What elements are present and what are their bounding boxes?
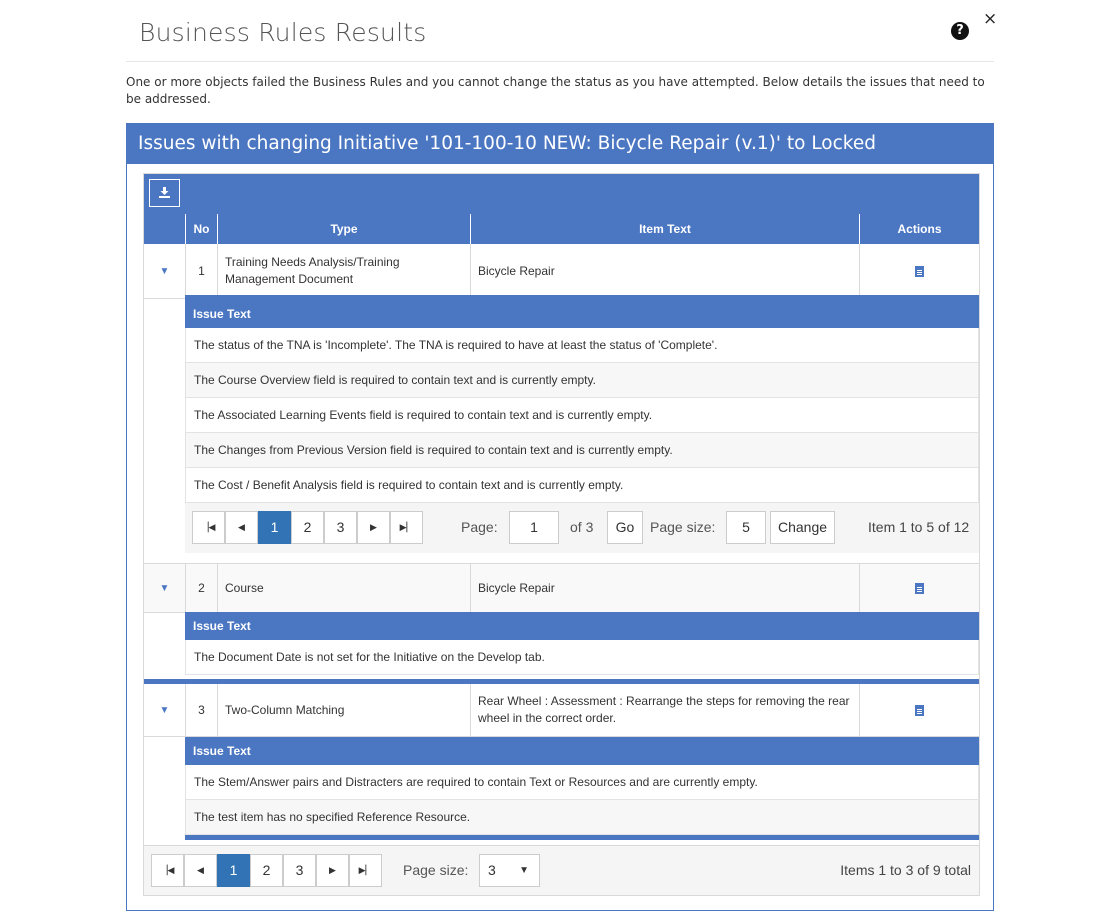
page-size-label: Page size: bbox=[650, 519, 716, 535]
issues-panel bbox=[126, 123, 994, 911]
row-detail bbox=[185, 295, 979, 553]
collapse-caret-icon[interactable]: ▼ bbox=[159, 582, 170, 594]
row-detail bbox=[185, 737, 979, 840]
page-size-label: Page size: bbox=[403, 862, 469, 878]
column-header-no[interactable]: No bbox=[185, 214, 217, 244]
issue-pager bbox=[185, 503, 979, 553]
last-page-icon[interactable]: ▶▏ bbox=[349, 854, 382, 887]
document-icon[interactable] bbox=[915, 583, 924, 594]
row-actions bbox=[859, 684, 979, 736]
page-size-select[interactable] bbox=[479, 854, 540, 887]
issues-grid bbox=[143, 173, 980, 896]
issue-text-header: Issue Text bbox=[185, 612, 979, 640]
issue-item: The Cost / Benefit Analysis field is required to contain text and is currently empty. bbox=[185, 468, 979, 503]
divider bbox=[126, 61, 994, 62]
page-summary: Item 1 to 5 of 12 bbox=[868, 519, 970, 535]
intro-text: One or more objects failed the Business Rules and you cannot change the status as you have attempted. Below details the issues that need to be addressed. bbox=[126, 75, 985, 106]
page-button[interactable]: 2 bbox=[250, 854, 283, 887]
row-item-text: Rear Wheel : Assessment : Rearrange the steps for removing the rear wheel in the correct order. bbox=[470, 684, 859, 736]
document-icon[interactable] bbox=[915, 705, 924, 716]
page-size-value: 3 bbox=[488, 862, 496, 878]
dropdown-arrow-icon: ▼ bbox=[519, 865, 529, 876]
row-detail bbox=[185, 612, 979, 675]
go-button[interactable]: Go bbox=[607, 511, 643, 544]
page-button[interactable]: 1 bbox=[217, 854, 250, 887]
page-button[interactable]: 2 bbox=[291, 511, 324, 544]
column-header-item-text[interactable]: Item Text bbox=[470, 214, 859, 244]
issue-item: The test item has no specified Reference Resource. bbox=[185, 800, 979, 835]
issue-item: The status of the TNA is 'Incomplete'. The TNA is required to have at least the status of 'Complete'. bbox=[185, 328, 979, 363]
collapse-caret-icon[interactable]: ▼ bbox=[159, 265, 170, 277]
grid-pager bbox=[144, 845, 979, 896]
page-button[interactable]: 3 bbox=[283, 854, 316, 887]
column-header-actions: Actions bbox=[859, 214, 979, 244]
close-icon[interactable]: × bbox=[983, 9, 998, 29]
panel-title: Issues with changing Initiative '101-100-10 NEW: Bicycle Repair (v.1)' to Locked bbox=[127, 124, 993, 164]
row-item-text: Bicycle Repair bbox=[470, 564, 859, 612]
issue-text-header: Issue Text bbox=[185, 300, 979, 328]
row-type: Two-Column Matching bbox=[217, 684, 470, 736]
prev-page-icon[interactable]: ◀ bbox=[184, 854, 217, 887]
row-no: 1 bbox=[185, 244, 217, 298]
table-row bbox=[144, 563, 979, 613]
next-page-icon[interactable]: ▶ bbox=[316, 854, 349, 887]
grid-toolbar bbox=[144, 174, 979, 214]
row-type: Course bbox=[217, 564, 470, 612]
table-row bbox=[144, 244, 979, 299]
issue-item: The Changes from Previous Version field is required to contain text and is currently empty. bbox=[185, 433, 979, 468]
export-button[interactable] bbox=[149, 179, 180, 207]
row-item-text: Bicycle Repair bbox=[470, 244, 859, 298]
table-header bbox=[144, 214, 979, 244]
prev-page-icon[interactable]: ◀ bbox=[225, 511, 258, 544]
page-input[interactable]: 1 bbox=[509, 511, 559, 544]
issue-item: The Associated Learning Events field is required to contain text and is currently empty. bbox=[185, 398, 979, 433]
issue-item: The Course Overview field is required to contain text and is currently empty. bbox=[185, 363, 979, 398]
next-page-icon[interactable]: ▶ bbox=[357, 511, 390, 544]
page-size-input[interactable]: 5 bbox=[726, 511, 766, 544]
row-actions bbox=[859, 244, 979, 298]
first-page-icon[interactable]: ▕◀ bbox=[192, 511, 225, 544]
download-icon bbox=[159, 187, 170, 198]
row-type: Training Needs Analysis/Training Management Document bbox=[217, 244, 470, 298]
detail-footer-bar bbox=[185, 835, 979, 840]
change-button[interactable]: Change bbox=[770, 511, 835, 544]
table-row bbox=[144, 679, 979, 737]
last-page-icon[interactable]: ▶▏ bbox=[390, 511, 423, 544]
dialog-title: Business Rules Results bbox=[139, 18, 427, 47]
expand-column-header bbox=[144, 214, 185, 244]
row-no: 2 bbox=[185, 564, 217, 612]
issue-item: The Stem/Answer pairs and Distracters are required to contain Text or Resources and are currently empty. bbox=[185, 765, 979, 800]
first-page-icon[interactable]: ▕◀ bbox=[151, 854, 184, 887]
row-actions bbox=[859, 564, 979, 612]
issue-text-header: Issue Text bbox=[185, 737, 979, 765]
page-button[interactable]: 1 bbox=[258, 511, 291, 544]
document-icon[interactable] bbox=[915, 266, 924, 277]
row-no: 3 bbox=[185, 684, 217, 736]
collapse-caret-icon[interactable]: ▼ bbox=[159, 704, 170, 716]
page-button[interactable]: 3 bbox=[324, 511, 357, 544]
column-header-type[interactable]: Type bbox=[217, 214, 470, 244]
issue-item: The Document Date is not set for the Initiative on the Develop tab. bbox=[185, 640, 979, 675]
page-label: Page: bbox=[461, 519, 498, 535]
grid-summary: Items 1 to 3 of 9 total bbox=[840, 862, 971, 878]
help-icon[interactable]: ? bbox=[951, 22, 969, 40]
page-count: of 3 bbox=[570, 519, 594, 535]
